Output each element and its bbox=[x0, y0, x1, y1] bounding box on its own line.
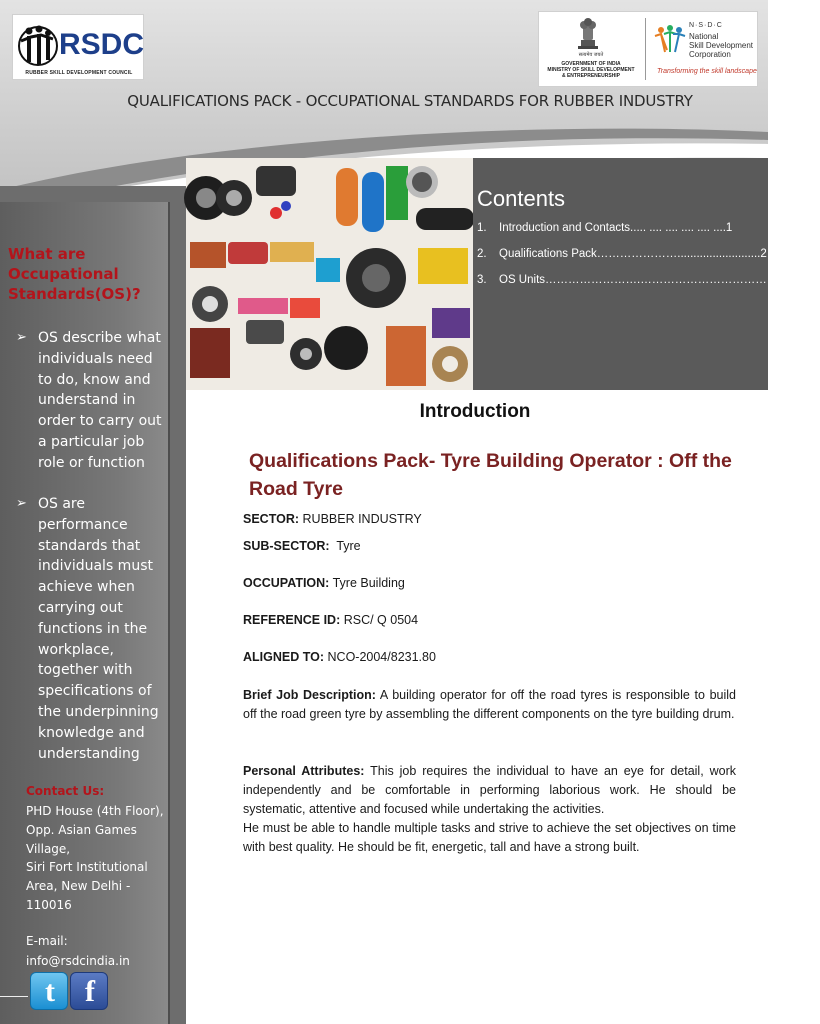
toc-number: 3. bbox=[477, 274, 487, 286]
contents-panel bbox=[473, 158, 798, 390]
os-heading: What are Occupational Standards(OS)? bbox=[8, 245, 141, 303]
field-label: ALIGNED TO: bbox=[243, 650, 325, 664]
reference-id-field bbox=[243, 613, 418, 627]
government-nsdc-logo bbox=[538, 11, 758, 87]
toc-item[interactable] bbox=[477, 274, 798, 286]
address-line: 110016 bbox=[26, 897, 72, 912]
nsdc-name-line: Skill Development bbox=[689, 41, 754, 50]
address-line: Opp. Asian Games bbox=[26, 822, 137, 837]
emblem-motto: सत्यमेव जयते bbox=[578, 52, 604, 58]
occupation-field bbox=[243, 576, 405, 590]
personal-text: This job requires the individual to have an eye for detail, work independently and be comfortable in performing laborious work. He should be systematic, attentive and focused while undertaking the activities. bbox=[243, 764, 736, 816]
nsdc-figures-icon bbox=[653, 24, 687, 54]
arrow-bullet-icon: ➢ bbox=[16, 496, 27, 511]
toc-number: 2. bbox=[477, 248, 487, 260]
rsdc-wordmark: RSDC bbox=[59, 28, 145, 61]
nsdc-abbreviation: N·S·D·C bbox=[689, 22, 723, 29]
address-line: Siri Fort Institutional bbox=[26, 860, 148, 875]
twitter-icon[interactable] bbox=[30, 972, 68, 1010]
arrow-bullet-icon: ➢ bbox=[16, 330, 27, 345]
personal-label: Personal Attributes: bbox=[243, 764, 365, 778]
field-value: NCO-2004/8231.80 bbox=[327, 650, 436, 664]
toc-text: Introduction and Contacts..... .... .... .... .... ....1 bbox=[499, 222, 733, 234]
personal-text-continued: He must be able to handle multiple tasks and strive to achieve the set objectives on time with best quality. He should be fit, energetic, tall and have a strong built. bbox=[243, 821, 736, 854]
field-value: Tyre bbox=[336, 539, 361, 553]
nsdc-tagline: Transforming the skill landscape bbox=[657, 68, 757, 75]
contents-title: Contents bbox=[477, 186, 566, 211]
rsdc-logo bbox=[12, 14, 144, 80]
os-bullet-text: OS describe what individuals need to do, know and understand in order to carry out a particular job role or function bbox=[38, 330, 162, 471]
email-label: E-mail: bbox=[26, 934, 68, 948]
field-label: SECTOR: bbox=[243, 512, 300, 526]
ministry-line: MINISTRY OF SKILL DEVELOPMENT bbox=[547, 67, 635, 73]
sidebar-panel bbox=[0, 202, 170, 1024]
sub-sector-field bbox=[243, 539, 361, 553]
field-label: OCCUPATION: bbox=[243, 576, 330, 590]
email-link[interactable]: info@rsdcindia.in bbox=[26, 954, 130, 968]
ministry-text bbox=[541, 61, 641, 79]
left-sidebar bbox=[0, 186, 186, 1024]
contact-label: Contact Us: bbox=[26, 784, 105, 798]
address-line: Village, bbox=[26, 841, 71, 856]
field-value: RUBBER INDUSTRY bbox=[302, 512, 422, 526]
field-label: REFERENCE ID: bbox=[243, 613, 341, 627]
brief-text: A building operator for off the road tyres is responsible to build off the road green tyre by assembling the different components on the tyre building drum. bbox=[243, 688, 736, 721]
nsdc-name bbox=[689, 32, 753, 59]
os-bullet bbox=[16, 494, 168, 764]
introduction-heading: Introduction bbox=[419, 401, 531, 422]
bottom-rule bbox=[0, 996, 28, 997]
contact-address bbox=[26, 802, 176, 915]
brief-job-description bbox=[243, 686, 736, 724]
toc-number: 1. bbox=[477, 222, 487, 234]
toc-item[interactable] bbox=[477, 248, 767, 260]
rsdc-subtitle: RUBBER SKILL DEVELOPMENT COUNCIL bbox=[25, 70, 133, 76]
ministry-line: & ENTREPRENEURSHIP bbox=[561, 73, 621, 79]
qualifications-pack-title: Qualifications Pack- Tyre Building Operator : Off the Road Tyre bbox=[249, 450, 732, 500]
brief-label: Brief Job Description: bbox=[243, 688, 376, 702]
logo-divider bbox=[645, 18, 646, 80]
personal-attributes bbox=[243, 762, 736, 857]
nsdc-name-line: National bbox=[689, 32, 719, 41]
page-title: QUALIFICATIONS PACK - OCCUPATIONAL STANDARDS FOR RUBBER INDUSTRY bbox=[127, 92, 693, 110]
toc-text: OS Units…………………….………………………………....2 bbox=[499, 274, 798, 286]
toc-item[interactable] bbox=[477, 222, 763, 234]
national-emblem-icon bbox=[575, 16, 601, 50]
toc-text: Qualifications Pack…………………..........................2 bbox=[499, 248, 767, 260]
nsdc-name-line: Corporation bbox=[689, 50, 731, 59]
field-label: SUB-SECTOR: bbox=[243, 539, 330, 553]
aligned-to-field bbox=[243, 650, 436, 664]
rubber-products-collage bbox=[186, 158, 474, 390]
address-line: Area, New Delhi - bbox=[26, 879, 131, 894]
rsdc-figures-icon bbox=[17, 21, 59, 71]
os-bullet-text: OS are performance standards that individuals must achieve when carrying out functions in the workplace, together with specifications of the underpinning knowledge and understanding bbox=[38, 496, 159, 762]
field-value: Tyre Building bbox=[332, 576, 405, 590]
ministry-line: GOVERNMENT OF INDIA bbox=[561, 61, 621, 67]
facebook-glyph: f bbox=[85, 975, 95, 1008]
os-bullet bbox=[16, 328, 168, 474]
sector-field bbox=[243, 512, 422, 526]
twitter-glyph: t bbox=[45, 975, 55, 1008]
facebook-icon[interactable] bbox=[70, 972, 108, 1010]
field-value: RSC/ Q 0504 bbox=[343, 613, 419, 627]
address-line: PHD House (4th Floor), bbox=[26, 804, 164, 818]
